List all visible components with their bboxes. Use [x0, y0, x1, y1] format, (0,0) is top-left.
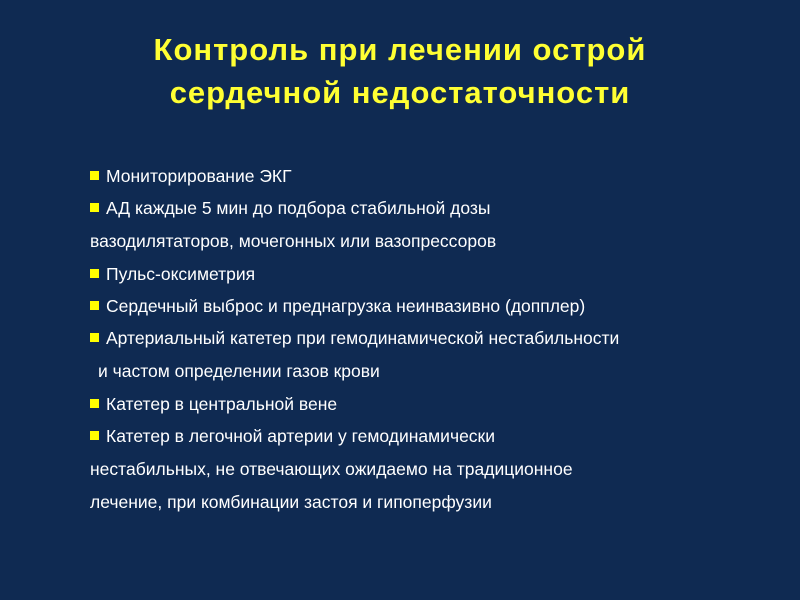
yellow-square-bullet-icon [90, 171, 99, 180]
bullet-item-pulmonary-artery-catheter [90, 420, 750, 519]
yellow-square-bullet-icon [90, 203, 99, 212]
bullet-text: Мониторирование ЭКГ [106, 166, 292, 186]
bullet-text: Катетер в легочной артерии у гемодинамически [106, 426, 495, 446]
bullet-text: Пульс-оксиметрия [106, 264, 256, 284]
yellow-square-bullet-icon [90, 269, 99, 278]
bullet-item-arterial-catheter [90, 322, 750, 388]
yellow-square-bullet-icon [90, 333, 99, 342]
bullet-text-continuation: нестабильных, не отвечающих ожидаемо на традиционное [90, 459, 573, 479]
bullet-item-central-vein-catheter [90, 388, 750, 420]
bullet-text: Артериальный катетер при гемодинамической нестабильности [106, 328, 620, 348]
bullet-item-pulse-oximetry [90, 258, 750, 290]
yellow-square-bullet-icon [90, 399, 99, 408]
bullet-item-blood-pressure [90, 192, 750, 258]
bullet-item-cardiac-output [90, 290, 750, 322]
bullet-text-continuation: вазодилятаторов, мочегонных или вазопрессоров [90, 231, 497, 251]
slide-title [40, 28, 760, 114]
bullet-item-ecg [90, 160, 750, 192]
bullet-text: АД каждые 5 мин до подбора стабильной дозы [106, 198, 491, 218]
yellow-square-bullet-icon [90, 301, 99, 310]
bullet-text-continuation: лечение, при комбинации застоя и гипоперфузии [90, 492, 492, 512]
title-line-1: Контроль при лечении острой [153, 32, 647, 67]
yellow-square-bullet-icon [90, 431, 99, 440]
title-line-2: сердечной недостаточности [169, 75, 631, 110]
bullet-list [90, 160, 750, 519]
bullet-text-continuation: и частом определении газов крови [98, 361, 380, 381]
bullet-text: Катетер в центральной вене [106, 394, 338, 414]
bullet-text: Сердечный выброс и преднагрузка неинвазивно (допплер) [106, 296, 586, 316]
